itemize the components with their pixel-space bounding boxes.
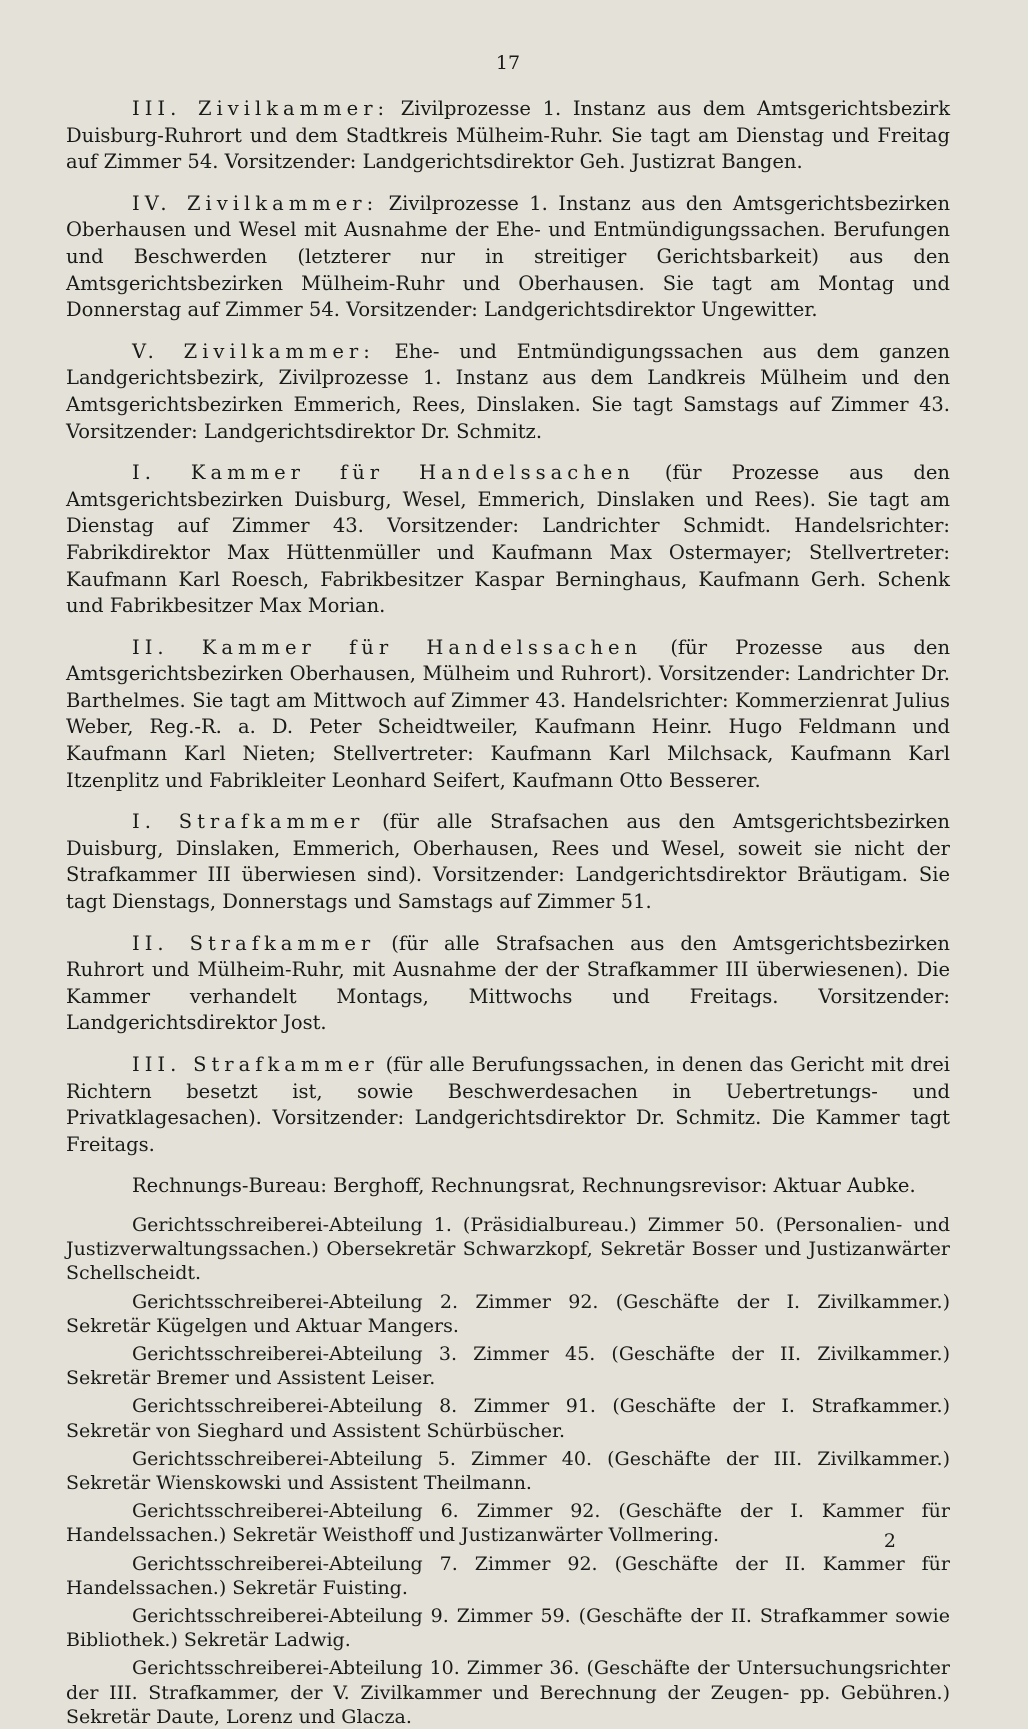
section-heading: I. Kammer für Handelssachen <box>132 461 635 485</box>
section-heading: IV. Zivilkammer: <box>132 191 379 215</box>
section-text: (für Prozesse aus den Amtsgerichtsbezirken Duisburg, Wesel, Emmerich, Dinslaken und Rees). Sie tagt am Dienstag auf Zimmer 43. Vorsitzender: Landrichter Schmidt. Handelsrichter: Fabrikdirektor Max Hüttenmüller und Kaufmann Max Ostermayer; Stellvertreter: Kaufmann Karl Roesch, Fabrikbesitzer Kaspar Berninghaus, Kaufmann Gerh. Schenk und Fabrikbesitzer Max Morian. <box>66 461 950 618</box>
section-text: (für alle Berufungssachen, in denen das Gericht mit drei Richtern besetzt ist, sowie Beschwerdesachen in Uebertretungs- und Privatklagesachen). Vorsitzender: Landgerichtsdirektor Dr. Schmitz. Die Kammer tagt Freitags. <box>66 1053 950 1156</box>
section-zivilkammer-iv <box>66 191 950 324</box>
section-kammer-handelssachen-i <box>66 460 950 620</box>
section-heading: I. Strafkammer <box>132 810 365 834</box>
section-strafkammer-iii <box>66 1052 950 1158</box>
abteilung-entry: Gerichtsschreiberei-Abteilung 8. Zimmer 91. (Geschäfte der I. Strafkammer.) Sekretär von Sieghard und Assistent Schürbüscher. <box>66 1395 950 1442</box>
page-number: 17 <box>495 52 521 74</box>
section-heading: III. Strafkammer <box>132 1053 379 1076</box>
abteilung-entry: Gerichtsschreiberei-Abteilung 9. Zimmer 59. (Geschäfte der II. Strafkammer sowie Bibliothek.) Sekretär Ladwig. <box>66 1605 950 1652</box>
signature-mark: 2 <box>883 1530 896 1552</box>
section-strafkammer-ii <box>66 931 950 1037</box>
rechnungs-bureau: Rechnungs-Bureau: Berghoff, Rechnungsrat, Rechnungsrevisor: Aktuar Aubke. <box>132 1174 916 1198</box>
section-text: Ehe- und Entmündigungssachen aus dem ganzen Landgerichtsbezirk, Zivilprozesse 1. Instanz aus dem Landkreis Mülheim und den Amtsgerichtsbezirken Emmerich, Rees, Dinslaken. Sie tagt Samstags auf Zimmer 43. Vorsitzender: Landgerichtsdirektor Dr. Schmitz. <box>66 339 950 443</box>
section-heading: V. Zivilkammer: <box>132 339 375 363</box>
section-text: (für alle Strafsachen aus den Amtsgerichtsbezirken Ruhrort und Mülheim-Ruhr, mit Ausnahme der der Strafkammer III überwiesenen). Die Kammer verhandelt Montags, Mittwochs und Freitags. Vorsitzender: Landgerichtsdirektor Jost. <box>66 931 950 1035</box>
abteilung-entry: Gerichtsschreiberei-Abteilung 2. Zimmer 92. (Geschäfte der I. Zivilkammer.) Sekretär Kügelgen und Aktuar Mangers. <box>66 1290 950 1337</box>
abteilung-entry: Gerichtsschreiberei-Abteilung 5. Zimmer 40. (Geschäfte der III. Zivilkammer.) Sekretär Wienskowski und Assistent Theilmann. <box>66 1447 950 1494</box>
abteilung-entry: Gerichtsschreiberei-Abteilung 7. Zimmer 92. (Geschäfte der II. Kammer für Handelssachen.) Sekretär Fuisting. <box>66 1552 950 1599</box>
section-heading: II. Kammer für Handelssachen <box>132 635 643 659</box>
section-text: Zivilprozesse 1. Instanz aus den Amtsgerichtsbezirken Oberhausen und Wesel mit Ausnahme der Ehe- und Entmündigungssachen. Berufungen und Beschwerden (letzterer nur in streitiger Gerichtsbarkeit) aus den Amtsgerichtsbezirken Mülheim-Ruhr und Oberhausen. Sie tagt am Montag und Donnerstag auf Zimmer 54. Vorsitzender: Landgerichtsdirektor Ungewitter. <box>66 191 950 322</box>
section-heading: II. Strafkammer <box>132 931 376 955</box>
section-kammer-handelssachen-ii <box>66 635 950 795</box>
section-heading: III. Zivilkammer: <box>132 97 390 120</box>
abteilung-entry: Gerichtsschreiberei-Abteilung 10. Zimmer 36. (Geschäfte der Untersuchungsrichter der III. Strafkammer, der V. Zivilkammer und Berechnung der Zeugen- pp. Gebühren.) Sekretär Daute, Lorenz und Glacza. <box>66 1657 950 1728</box>
section-zivilkammer-v <box>66 339 950 445</box>
section-text: (für alle Strafsachen aus den Amtsgerichtsbezirken Duisburg, Dinslaken, Emmerich, Oberhausen, Rees und Wesel, soweit sie nicht der Strafkammer III überwiesen sind). Vorsitzender: Landgerichtsdirektor Bräutigam. Sie tagt Dienstags, Donnerstags und Samstags auf Zimmer 51. <box>66 810 950 914</box>
abteilung-entry: Gerichtsschreiberei-Abteilung 6. Zimmer 92. (Geschäfte der I. Kammer für Handelssachen.) Sekretär Weisthoff und Justizanwärter Vollmering. <box>66 1500 950 1547</box>
section-text: (für Prozesse aus den Amtsgerichtsbezirken Oberhausen, Mülheim und Ruhrort). Vorsitzender: Landrichter Dr. Barthelmes. Sie tagt am Mittwoch auf Zimmer 43. Handelsrichter: Kommerzienrat Julius Weber, Reg.-R. a. D. Peter Scheidtweiler, Kaufmann Heinr. Hugo Feldmann und Kaufmann Karl Nieten; Stellvertreter: Kaufmann Karl Milchsack, Kaufmann Karl Itzenplitz und Fabrikleiter Leonhard Seifert, Kaufmann Otto Besserer. <box>66 635 951 792</box>
section-zivilkammer-iii <box>66 96 950 176</box>
abteilung-entry: Gerichtsschreiberei-Abteilung 1. (Präsidialbureau.) Zimmer 50. (Personalien- und Justizverwaltungssachen.) Obersekretär Schwarzkopf, Sekretär Bosser und Justizanwärter Schellscheidt. <box>66 1213 950 1285</box>
section-text: Zivilprozesse 1. Instanz aus dem Amtsgerichtsbezirk Duisburg-Ruhrort und dem Stadtkreis Mülheim-Ruhr. Sie tagt am Dienstag und Freitag auf Zimmer 54. Vorsitzender: Landgerichtsdirektor Geh. Justizrat Bangen. <box>66 97 951 174</box>
abteilung-entry: Gerichtsschreiberei-Abteilung 3. Zimmer 45. (Geschäfte der II. Zivilkammer.) Sekretär Bremer und Assistent Leiser. <box>66 1342 950 1390</box>
section-strafkammer-i <box>66 809 950 915</box>
